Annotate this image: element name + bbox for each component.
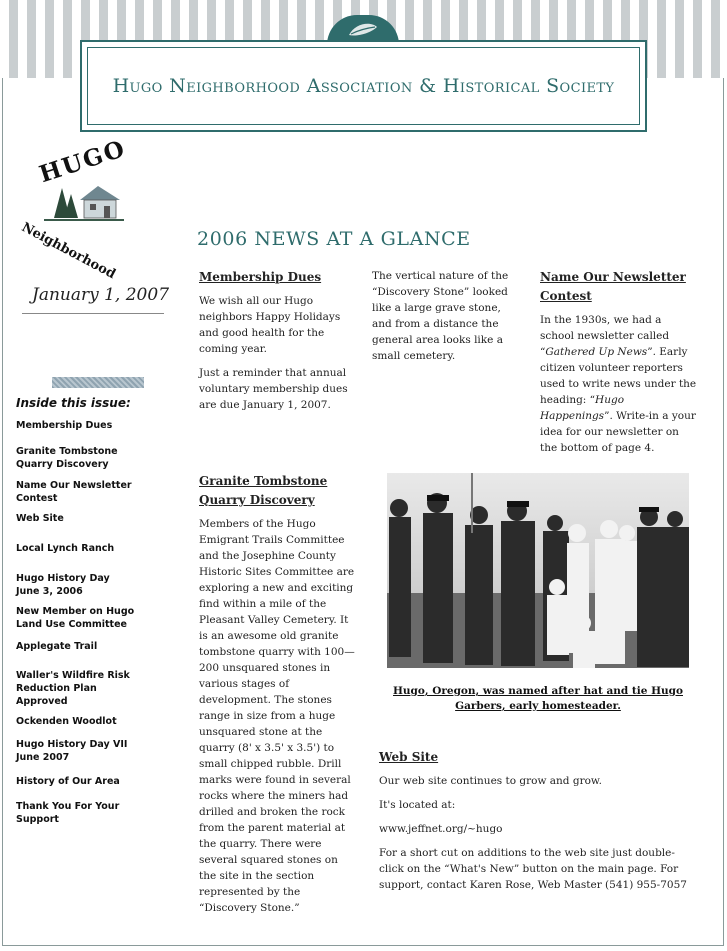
website-section [379, 748, 697, 901]
toc-item[interactable]: Name Our Newsletter Contest [16, 480, 132, 504]
membership-section [199, 268, 357, 421]
toc-item[interactable]: Waller's Wildfire Risk Reduction Plan Approved [16, 670, 130, 707]
website-heading: Web Site [379, 750, 439, 764]
contest-p1 [540, 312, 698, 456]
website-p2: It's located at: [379, 799, 456, 811]
website-p1: Our web site continues to grow and grow. [379, 775, 603, 787]
people-photo-icon [387, 473, 689, 668]
toc-item[interactable]: Local Lynch Ranch [16, 543, 115, 554]
logo-neighborhood-text: Neighborhood [18, 220, 118, 283]
website-url[interactable]: www.jeffnet.org/~hugo [379, 823, 503, 835]
toc-item[interactable]: History of Our Area [16, 776, 120, 787]
inside-issue-title: Inside this issue: [16, 396, 131, 410]
contest-section [540, 268, 698, 464]
contest-text: ”. Write-in a your idea for our newsletter on the bottom of page 4. [540, 410, 696, 454]
issue-date: January 1, 2007 [32, 285, 170, 305]
contest-text: In the 1930s, we had a school newsletter called “ [540, 314, 670, 358]
masthead-title: Hugo Neighborhood Association & Historical Society [112, 75, 615, 97]
toc-item[interactable]: New Member on Hugo Land Use Committee [16, 606, 135, 630]
contest-heading: Name Our Newsletter Contest [540, 270, 686, 303]
membership-p2: Just a reminder that annual voluntary membership dues are due January 1, 2007. [199, 367, 348, 411]
contest-text: ”. Early citizen volunteer reporters used to write news under the heading: “ [540, 346, 697, 406]
granite-section [199, 472, 355, 924]
toc-item[interactable]: Web Site [16, 513, 64, 524]
masthead-inner [87, 47, 640, 125]
masthead-box [80, 40, 647, 132]
decorative-bar [52, 377, 144, 388]
granite-heading: Granite Tombstone Quarry Discovery [199, 474, 328, 507]
logo-hugo-text: HUGO [36, 134, 130, 189]
discovery-p1: The vertical nature of the “Discovery Stone” looked like a large grave stone, and from a distance the general area looks like a small cemetery. [372, 270, 509, 362]
granite-p1: Members of the Hugo Emigrant Trails Committee and the Josephine County Historic Sites Committee are exploring a new and exciting find within a mile of the Pleasant Valley Cemetery. It is an awesome old granite tombstone quarry with 100—200 unsquared stones in various stages of development. The stones range in size from a huge unsquared stone at the quarry (8' x 3.5' x 3.5') to small chipped rubble. Drill marks were found in several rocks where the miners had drilled and broken the rock from the parent material at the quarry. There were several squared stones on the site in the section represented by the “Discovery Stone.” [199, 518, 355, 914]
toc-item[interactable]: Applegate Trail [16, 641, 98, 652]
membership-p1: We wish all our Hugo neighbors Happy Holidays and good health for the coming year. [199, 295, 341, 355]
historic-photo [387, 473, 689, 668]
toc-item[interactable]: Thank You For Your Support [16, 801, 120, 825]
date-rule [22, 313, 164, 314]
photo-caption: Hugo, Oregon, was named after hat and tie Hugo Garbers, early homesteader. [393, 685, 683, 712]
house-trees-icon [40, 178, 126, 222]
discovery-continued [372, 268, 522, 372]
toc-item[interactable]: Ockenden Woodlot [16, 716, 117, 727]
contest-newsletter-name: Gathered Up News [545, 346, 648, 358]
website-p4: For a short cut on additions to the web site just double-click on the “What's New” button on the main page. For support, contact Karen Rose, Web Master (541) 955-7057 [379, 847, 687, 891]
news-title: 2006 NEWS AT A GLANCE [197, 228, 471, 250]
hugo-logo [18, 134, 132, 283]
contest-heading-name: Hugo Happenings [540, 394, 625, 422]
toc-item[interactable]: Hugo History Day VII June 2007 [16, 739, 128, 763]
toc-item[interactable]: Hugo History Day June 3, 2006 [16, 573, 110, 597]
toc-item[interactable]: Membership Dues [16, 420, 113, 431]
membership-heading: Membership Dues [199, 270, 322, 284]
leaf-icon [347, 21, 379, 39]
toc-item[interactable]: Granite Tombstone Quarry Discovery [16, 446, 118, 470]
